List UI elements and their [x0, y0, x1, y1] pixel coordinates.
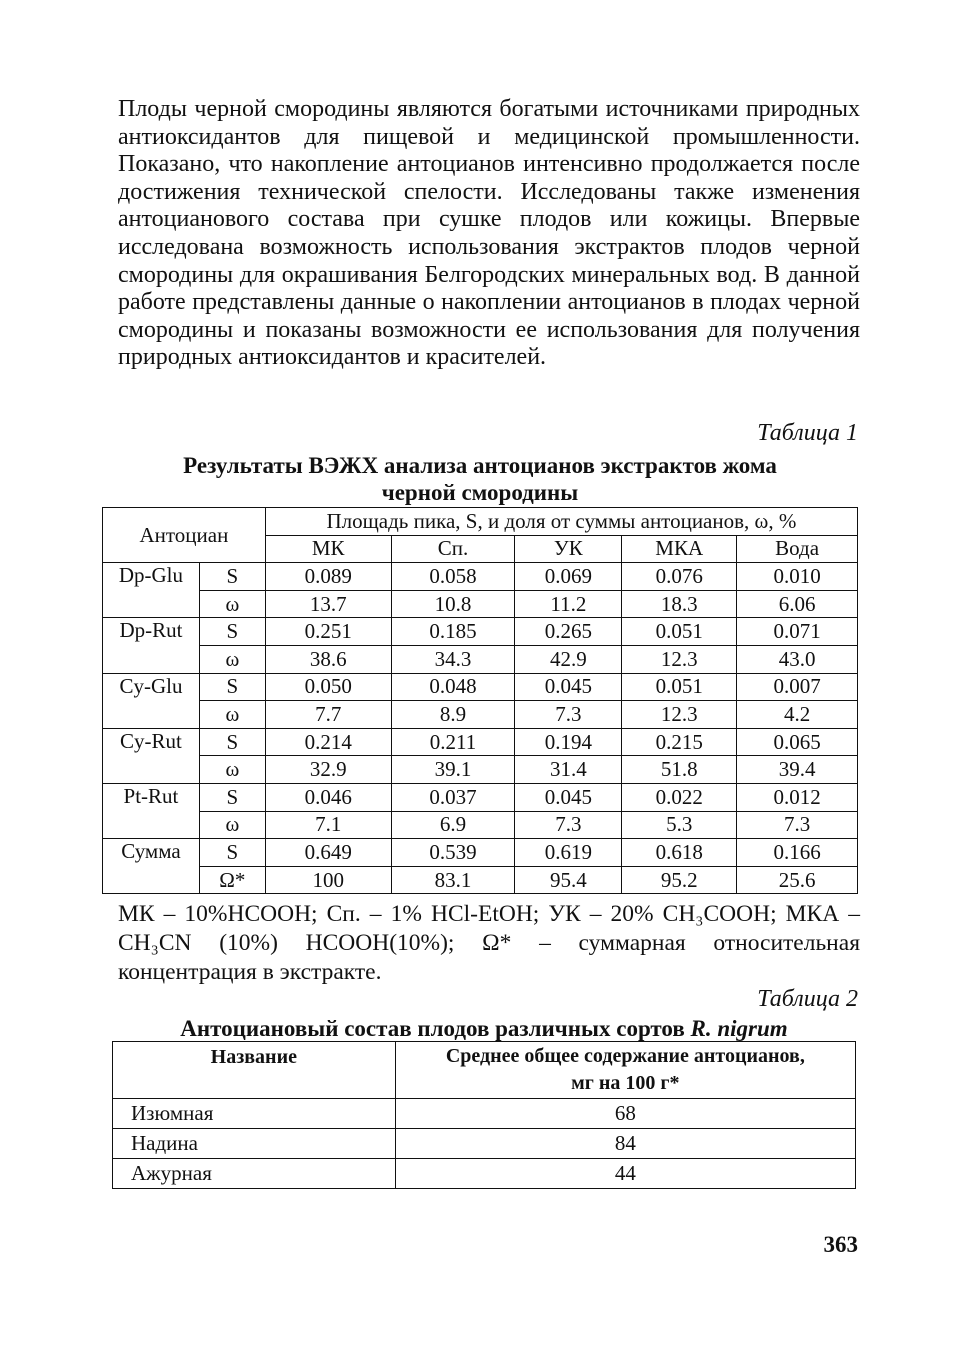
- table1-cell: 0.166: [737, 839, 858, 867]
- table1-row: [103, 673, 858, 701]
- table1-cell: 0.071: [737, 618, 858, 646]
- table1-row: [103, 645, 858, 673]
- table1-param: ω: [199, 756, 265, 784]
- table1-cell: 7.1: [265, 811, 391, 839]
- table1-cell: 4.2: [737, 701, 858, 729]
- table1-cell: 0.619: [515, 839, 622, 867]
- table1: [102, 507, 858, 894]
- table1-cell: 0.051: [622, 618, 737, 646]
- table1-cell: 0.051: [622, 673, 737, 701]
- table1-param: ω: [199, 590, 265, 618]
- table1-row: [103, 701, 858, 729]
- table2-label: Таблица 2: [757, 986, 858, 1012]
- table1-cell: 0.037: [391, 783, 515, 811]
- table1-row: [103, 563, 858, 591]
- table1-column-header: МКА: [622, 535, 737, 563]
- table1-cell: 39.1: [391, 756, 515, 784]
- table1-cell: 13.7: [265, 590, 391, 618]
- table2-row: [113, 1129, 856, 1159]
- table1-param: S: [199, 618, 265, 646]
- table2-row: [113, 1159, 856, 1189]
- table1-cell: 0.618: [622, 839, 737, 867]
- table1-cell: 0.211: [391, 728, 515, 756]
- table1-row: [103, 590, 858, 618]
- table2-body: [113, 1042, 856, 1189]
- table1-cell: 0.012: [737, 783, 858, 811]
- table1-cell: 12.3: [622, 645, 737, 673]
- table1-cell: 7.3: [515, 811, 622, 839]
- table1-cell: 7.3: [737, 811, 858, 839]
- intro-paragraph: Плоды черной смородины являются богатыми источниками природных антиоксидантов для пищевой и медицинской промышленности. Показано, что накопление антоцианов интенсивно продолжается после достижения технической спелости. Исследованы также изменения антоцианового состава при сушке плодов или кожицы. Впервые исследована возможность использования экстрактов плодов черной смородины для окрашивания Белгородских минеральных вод. В данной работе представлены данные о накоплении антоцианов в плодах черной смородины и показаны возможности ее использования для получения природных антиоксидантов и красителей.: [118, 96, 860, 371]
- table1-cell: 0.649: [265, 839, 391, 867]
- table1-param: S: [199, 563, 265, 591]
- table1-compound-name: Dp-Glu: [103, 563, 200, 618]
- table1-cell: 6.9: [391, 811, 515, 839]
- table1-compound-name: Pt-Rut: [103, 783, 200, 838]
- table1-cell: 0.022: [622, 783, 737, 811]
- table1-cell: 0.185: [391, 618, 515, 646]
- table2-head-name: Название: [113, 1042, 396, 1099]
- table1-cell: 0.076: [622, 563, 737, 591]
- table1-cell: 0.539: [391, 839, 515, 867]
- table1-cell: 11.2: [515, 590, 622, 618]
- table1-param: S: [199, 839, 265, 867]
- table2-head-value: [395, 1042, 855, 1099]
- table2-head-value-line1: Среднее общее содержание антоцианов,: [445, 1045, 805, 1067]
- table1-param: ω: [199, 701, 265, 729]
- table1-param: ω: [199, 645, 265, 673]
- table1-cell: 0.045: [515, 673, 622, 701]
- table1-cell: 43.0: [737, 645, 858, 673]
- table1-cell: 18.3: [622, 590, 737, 618]
- table1-cell: 38.6: [265, 645, 391, 673]
- table1-param: S: [199, 728, 265, 756]
- table1-title: [100, 452, 860, 506]
- table1-cell: 0.194: [515, 728, 622, 756]
- table2-variety-value: 84: [395, 1129, 855, 1159]
- table1-cell: 0.010: [737, 563, 858, 591]
- table1-cell: 42.9: [515, 645, 622, 673]
- table1-cell: 0.069: [515, 563, 622, 591]
- table1-head-group: Площадь пика, S, и доля от суммы антоцианов, ω, %: [265, 508, 857, 536]
- table1-cell: 0.007: [737, 673, 858, 701]
- table1-cell: 0.046: [265, 783, 391, 811]
- table1-cell: 32.9: [265, 756, 391, 784]
- table1-cell: 7.7: [265, 701, 391, 729]
- table1-cell: 7.3: [515, 701, 622, 729]
- table1-column-header: Вода: [737, 535, 858, 563]
- table2-variety-value: 44: [395, 1159, 855, 1189]
- page-number: 363: [823, 1232, 858, 1257]
- table1-note: МК – 10%HCOOH; Сп. – 1% HCl-EtOH; УК – 20% CH₃COOH; МКА – CH₃CN (10%) HCOOH(10%); Ω* – суммарная относительная концентрация в экстракте.: [118, 901, 860, 985]
- table1-cell: 95.4: [515, 866, 622, 894]
- table2-head-value-line2: мг на 100 г*: [571, 1072, 680, 1094]
- table1-column-header: УК: [515, 535, 622, 563]
- table2-variety-name: Надина: [113, 1129, 396, 1159]
- table2-header-row: [113, 1042, 856, 1099]
- table1-cell: 10.8: [391, 590, 515, 618]
- table1-column-header: Сп.: [391, 535, 515, 563]
- table2: [112, 1041, 856, 1189]
- table1-cell: 0.045: [515, 783, 622, 811]
- table1-cell: 0.050: [265, 673, 391, 701]
- table1-cell: 83.1: [391, 866, 515, 894]
- table1-cell: 31.4: [515, 756, 622, 784]
- table1-cell: 0.265: [515, 618, 622, 646]
- table2-title: [112, 1015, 856, 1042]
- table2-title-prefix: Антоциановый состав плодов различных сортов: [180, 1016, 691, 1041]
- table1-title-line1: Результаты ВЭЖХ анализа антоцианов экстрактов жома: [183, 453, 777, 478]
- table1-compound-name: Сумма: [103, 839, 200, 894]
- table2-variety-value: 68: [395, 1099, 855, 1129]
- table2-row: [113, 1099, 856, 1129]
- table1-head-compound: Антоциан: [103, 508, 266, 563]
- table1-cell: 39.4: [737, 756, 858, 784]
- table2-variety-name: Изюмная: [113, 1099, 396, 1129]
- table1-cell: 0.215: [622, 728, 737, 756]
- table1-cell: 0.058: [391, 563, 515, 591]
- table1-row: [103, 756, 858, 784]
- table1-body: [103, 508, 858, 894]
- table1-cell: 5.3: [622, 811, 737, 839]
- table1-param: S: [199, 673, 265, 701]
- table1-header-row: [103, 508, 858, 536]
- table1-cell: 8.9: [391, 701, 515, 729]
- table1-label: Таблица 1: [757, 420, 858, 446]
- table1-cell: 0.065: [737, 728, 858, 756]
- table1-param: Ω*: [199, 866, 265, 894]
- table1-cell: 6.06: [737, 590, 858, 618]
- table1-column-header: МК: [265, 535, 391, 563]
- table1-cell: 12.3: [622, 701, 737, 729]
- table1-cell: 100: [265, 866, 391, 894]
- table1-cell: 34.3: [391, 645, 515, 673]
- table1-cell: 0.251: [265, 618, 391, 646]
- table1-cell: 95.2: [622, 866, 737, 894]
- table2-variety-name: Ажурная: [113, 1159, 396, 1189]
- table1-row: [103, 783, 858, 811]
- table1-row: [103, 618, 858, 646]
- table1-row: [103, 839, 858, 867]
- table1-title-line2: черной смородины: [381, 480, 579, 505]
- table1-cell: 0.089: [265, 563, 391, 591]
- table1-param: ω: [199, 811, 265, 839]
- table1-cell: 0.214: [265, 728, 391, 756]
- table1-compound-name: Cy-Glu: [103, 673, 200, 728]
- table1-param: S: [199, 783, 265, 811]
- table1-row: [103, 811, 858, 839]
- table1-row: [103, 728, 858, 756]
- table1-cell: 25.6: [737, 866, 858, 894]
- table2-title-species: R. nigrum: [690, 1016, 788, 1041]
- table1-cell: 51.8: [622, 756, 737, 784]
- table1-row: [103, 866, 858, 894]
- table1-cell: 0.048: [391, 673, 515, 701]
- table1-compound-name: Dp-Rut: [103, 618, 200, 673]
- table1-compound-name: Cy-Rut: [103, 728, 200, 783]
